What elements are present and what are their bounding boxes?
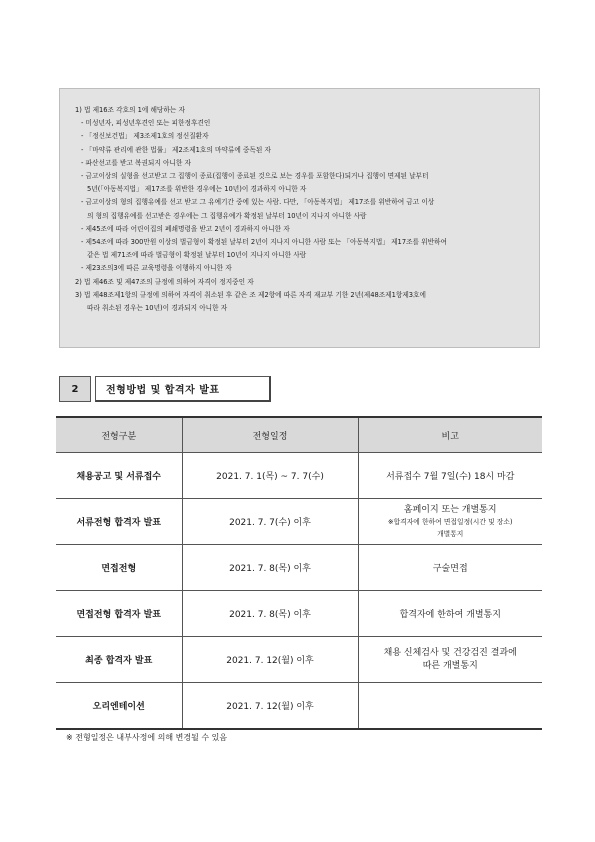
column-header-stage: 전형구분 bbox=[56, 417, 182, 453]
table-row bbox=[56, 683, 542, 730]
notice-line: 2) 법 제46조 및 제47조의 규정에 의하여 자격이 정지중인 자 bbox=[75, 277, 254, 286]
remarks-main: 홈페이지 또는 개별통지 bbox=[403, 504, 497, 515]
date-cell: 2021. 7. 1(목) ~ 7. 7(수) bbox=[182, 453, 358, 499]
table-row bbox=[56, 591, 542, 637]
remarks-cell: 합격자에 한하여 개별통지 bbox=[358, 591, 542, 637]
stage-cell: 면접전형 합격자 발표 bbox=[56, 591, 182, 637]
stage-cell: 면접전형 bbox=[56, 545, 182, 591]
notice-line: - 미성년자, 피성년후견인 또는 피한정후견인 bbox=[81, 119, 211, 128]
notice-line: - 제23조의3에 따른 교육명령을 이행하지 아니한 자 bbox=[81, 264, 232, 273]
notice-line: 따라 취소된 경우는 10년)이 경과되지 아니한 자 bbox=[87, 304, 228, 313]
date-cell: 2021. 7. 8(목) 이후 bbox=[182, 545, 358, 591]
remarks-line: 채용 신체검사 및 건강검진 결과에 bbox=[383, 647, 517, 658]
table-row bbox=[56, 499, 542, 545]
notice-line: - 금고이상의 형의 집행유예를 선고 받고 그 유예기간 중에 있는 사람. 다만, 「아동복지법」 제17조를 위반하여 금고 이상 bbox=[81, 198, 435, 207]
notice-line: 5년(「아동복지법」 제17조를 위반한 경우에는 10년)이 경과하지 아니한 자 bbox=[87, 185, 307, 194]
remarks-cell bbox=[358, 499, 542, 545]
schedule-footnote: ※ 전형일정은 내부사정에 의해 변경될 수 있음 bbox=[66, 733, 228, 742]
date-cell: 2021. 7. 12(월) 이후 bbox=[182, 637, 358, 683]
date-cell: 2021. 7. 12(월) 이후 bbox=[182, 683, 358, 730]
stage-cell: 채용공고 및 서류접수 bbox=[56, 453, 182, 499]
column-header-schedule: 전형일정 bbox=[182, 417, 358, 453]
stage-cell: 최종 합격자 발표 bbox=[56, 637, 182, 683]
date-cell: 2021. 7. 7(수) 이후 bbox=[182, 499, 358, 545]
stage-cell: 오리엔테이션 bbox=[56, 683, 182, 730]
disqualification-notice-box bbox=[59, 88, 540, 348]
section-number: 2 bbox=[59, 376, 91, 402]
schedule-table bbox=[56, 416, 542, 730]
remarks-cell: 서류접수 7월 7일(수) 18시 마감 bbox=[358, 453, 542, 499]
date-cell: 2021. 7. 8(목) 이후 bbox=[182, 591, 358, 637]
table-row bbox=[56, 637, 542, 683]
notice-line: - 「마약류 관리에 관한 법률」 제2조제1호의 마약류에 중독된 자 bbox=[81, 145, 271, 154]
table-header-row bbox=[56, 417, 542, 453]
notice-line: - 파산선고를 받고 복권되지 아니한 자 bbox=[81, 158, 191, 167]
stage-cell: 서류전형 합격자 발표 bbox=[56, 499, 182, 545]
notice-line: - 제45조에 따라 어린이집의 폐쇄명령을 받고 2년이 경과하지 아니한 자 bbox=[81, 224, 290, 233]
remarks-cell bbox=[358, 683, 542, 730]
notice-line: 같은 법 제71조에 따라 벌금형이 확정된 날부터 10년이 지나지 아니한 사람 bbox=[87, 251, 307, 260]
notice-line: - 「정신보건법」 제3조제1호의 정신질환자 bbox=[81, 132, 209, 141]
notice-line: 1) 법 제16조 각호의 1에 해당하는 자 bbox=[75, 106, 185, 114]
notice-line: 3) 법 제48조제1항의 규정에 의하여 자격이 취소된 후 같은 조 제2항에 따른 자격 재교부 기한 2년(제48조제1항제3호에 bbox=[75, 290, 426, 299]
table-row bbox=[56, 545, 542, 591]
section-heading bbox=[59, 376, 271, 402]
table-row bbox=[56, 453, 542, 499]
section-title: 전형방법 및 합격자 발표 bbox=[95, 376, 271, 402]
remarks-subnote: ※합격자에 한하여 면접일정(시간 및 장소) bbox=[387, 517, 513, 526]
notice-line: - 금고이상의 실형을 선고받고 그 집행이 종료(집행이 종료된 것으로 보는 경우를 포함한다)되거나 집행이 면제된 날부터 bbox=[81, 172, 429, 181]
notice-line: 의 형의 집행유예를 선고받은 경우에는 그 집행유예가 확정된 날부터 10년이 지나지 아니한 사람 bbox=[87, 211, 367, 220]
column-header-remarks: 비고 bbox=[358, 417, 542, 453]
remarks-subnote: 개별통지 bbox=[437, 529, 464, 538]
remarks-line: 따른 개별통지 bbox=[422, 660, 478, 671]
remarks-cell bbox=[358, 637, 542, 683]
notice-line: - 제54조에 따라 300만원 이상의 벌금형이 확정된 날부터 2년이 지나지 아니한 사람 또는 「아동복지법」 제17조를 위반하여 bbox=[81, 238, 447, 247]
remarks-cell: 구술면접 bbox=[358, 545, 542, 591]
